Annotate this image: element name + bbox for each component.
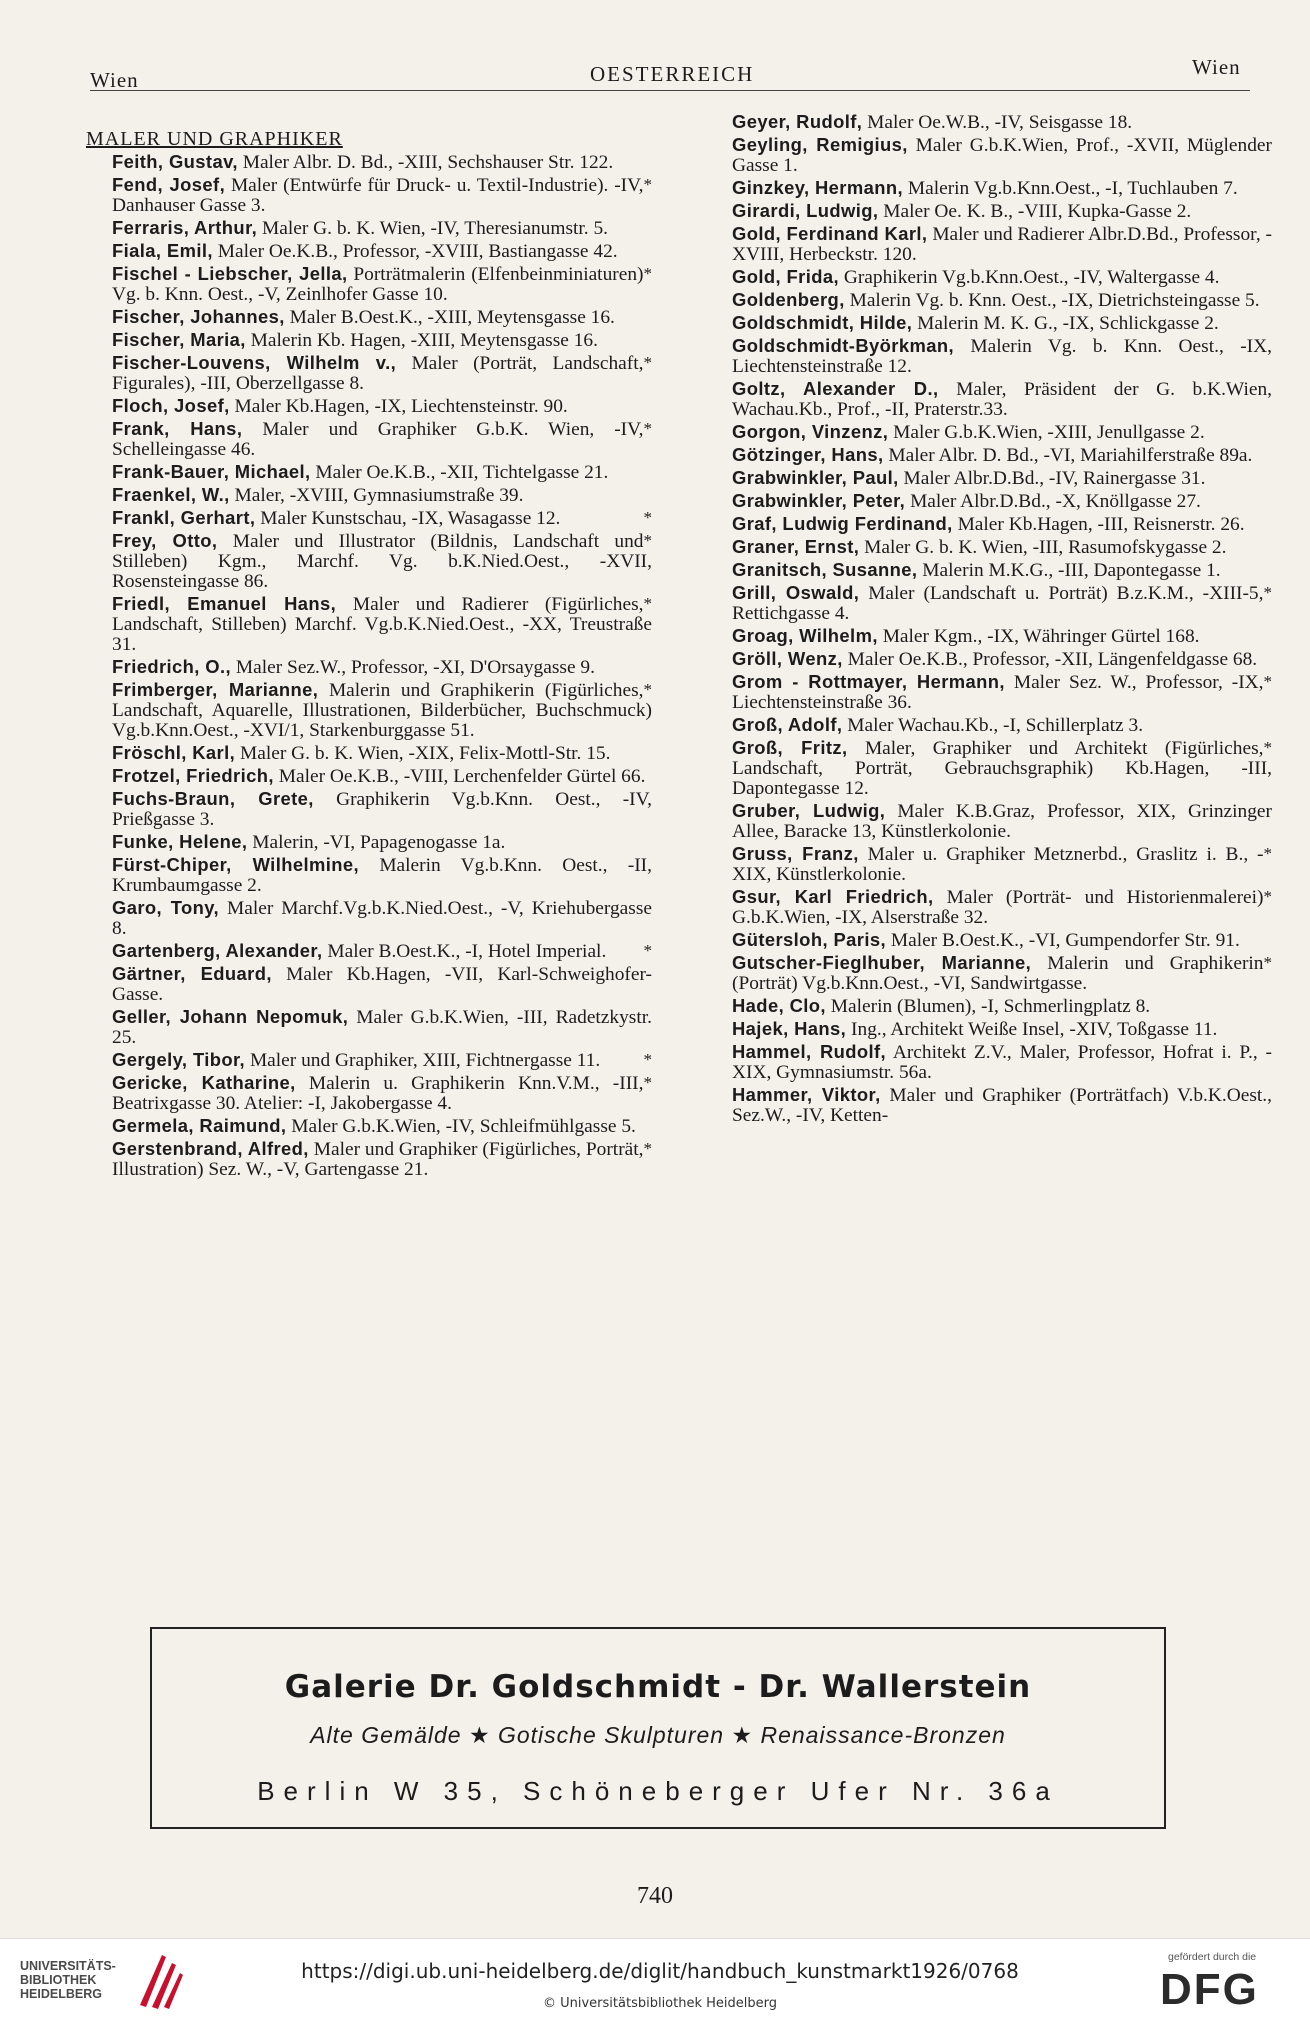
entry-name: Fraenkel, W., <box>112 484 230 505</box>
entry-name: Gergely, Tibor, <box>112 1049 246 1070</box>
entry-name: Hammel, Rudolf, <box>732 1041 887 1062</box>
entry-details: Malerin Vg. b. Knn. Oest., -IX, Liechtensteinstraße 12. <box>732 336 1272 377</box>
entry-name: Friedrich, O., <box>112 656 232 677</box>
directory-entry <box>112 941 652 962</box>
directory-entry <box>732 953 1272 994</box>
entry-details: Maler und Illustrator (Bildnis, Landschaft und Stilleben) Kgm., Marchf. Vg. b.K.Nied.Oest., -XVII, Rosensteingasse 86. <box>112 531 652 592</box>
entry-name: Grill, Oswald, <box>732 582 860 603</box>
entry-name: Fiala, Emil, <box>112 240 213 261</box>
entry-name: Feith, Gustav, <box>112 151 238 172</box>
dfg-caption: gefördert durch die <box>1168 1951 1257 1963</box>
directory-entry <box>112 330 652 351</box>
entry-name: Geyling, Remigius, <box>732 134 908 155</box>
entry-name: Goldschmidt-Byörkman, <box>732 335 954 356</box>
entry-details: Maler Oe.K.B., -VIII, Lerchenfelder Gürtel 66. <box>278 766 646 787</box>
entry-details: Malerin Vg.b.Knn. Oest., -II, Krumbaumgasse 2. <box>112 855 652 896</box>
entry-details: Maler Marchf.Vg.b.K.Nied.Oest., -V, Kriehubergasse 8. <box>112 898 652 939</box>
directory-entry <box>732 1019 1272 1040</box>
entry-details: Maler und Radierer Albr.D.Bd., Professor, -XVIII, Herbeckstr. 120. <box>732 224 1272 265</box>
directory-entry <box>732 445 1272 466</box>
entry-star: * <box>1263 672 1272 691</box>
section-title: MALER UND GRAPHIKER <box>86 128 343 150</box>
directory-entry <box>732 583 1272 624</box>
entry-details: Maler Albr.D.Bd., -X, Knöllgasse 27. <box>910 491 1201 512</box>
entry-details: Maler G. b. K. Wien, -XIX, Felix-Mottl-Str. 15. <box>240 743 611 764</box>
advertisement-box <box>150 1627 1166 1829</box>
directory-entry <box>732 1085 1272 1126</box>
entry-name: Götzinger, Hans, <box>732 444 884 465</box>
directory-entry <box>732 649 1272 670</box>
entry-star: * <box>643 1073 652 1092</box>
entry-name: Hammer, Viktor, <box>732 1084 881 1105</box>
entry-details: Malerin, -VI, Papagenogasse 1a. <box>252 832 506 853</box>
entry-name: Gerstenbrand, Alfred, <box>112 1138 309 1159</box>
entry-name: Frey, Otto, <box>112 530 218 551</box>
entry-star: * <box>643 353 652 372</box>
entry-details: Maler Albr. D. Bd., -XIII, Sechshauser Str. 122. <box>242 152 614 173</box>
entry-details: Maler (Entwürfe für Druck- u. Textil-Industrie). -IV, Danhauser Gasse 3. <box>112 175 644 216</box>
entry-name: Geller, Johann Nepomuk, <box>112 1006 349 1027</box>
directory-entry <box>732 290 1272 311</box>
directory-entry <box>112 1050 652 1071</box>
entry-name: Goldschmidt, Hilde, <box>732 312 913 333</box>
entry-details: Malerin und Graphikerin (Figürliches, Landschaft, Aquarelle, Illustrationen, Bilderbücher, Buchschmuck) Vg.b.Knn.Oest., -XVI/1, Starkenburggasse 51. <box>112 680 652 741</box>
directory-entry <box>732 267 1272 288</box>
ad-subtitle: Alte Gemälde ★ Gotische Skulpturen ★ Renaissance-Bronzen <box>310 1722 1006 1748</box>
entry-details: Maler K.B.Graz, Professor, XIX, Grinzinger Allee, Baracke 13, Künstlerkolonie. <box>732 801 1272 842</box>
entry-details: Maler G.b.K.Wien, -III, Radetzkystr. 25. <box>112 1007 652 1048</box>
directory-entry <box>112 964 652 1005</box>
entry-details: Maler Sez. W., Professor, -IX, Liechtensteinstraße 36. <box>732 672 1264 713</box>
directory-entry <box>112 594 652 655</box>
directory-entry <box>112 264 652 305</box>
entry-name: Grom - Rottmayer, Hermann, <box>732 671 1005 692</box>
entry-name: Granitsch, Susanne, <box>732 559 918 580</box>
entry-details: Maler Sez.W., Professor, -XI, D'Orsaygasse 9. <box>235 657 595 678</box>
directory-entry <box>732 491 1272 512</box>
entry-details: Malerin Vg.b.Knn.Oest., -I, Tuchlauben 7. <box>907 178 1238 199</box>
entry-name: Grabwinkler, Paul, <box>732 467 899 488</box>
entry-details: Maler Oe.K.B., Professor, -XVIII, Bastiangasse 42. <box>217 241 618 262</box>
entry-details: Maler und Graphiker G.b.K. Wien, -IV, Schelleingasse 46. <box>112 419 644 460</box>
entry-details: Maler G. b. K. Wien, -III, Rasumofskygasse 2. <box>864 537 1227 558</box>
directory-entry <box>732 996 1272 1017</box>
entry-name: Gericke, Katharine, <box>112 1072 296 1093</box>
directory-entry <box>732 626 1272 647</box>
entry-star: * <box>643 1050 652 1069</box>
right-column <box>732 112 1272 1128</box>
header-rule <box>90 90 1250 91</box>
directory-entry <box>112 353 652 394</box>
running-header-right: Wien <box>1192 55 1241 79</box>
entry-name: Gold, Ferdinand Karl, <box>732 223 928 244</box>
directory-entry <box>732 930 1272 951</box>
entry-name: Gartenberg, Alexander, <box>112 940 323 961</box>
directory-entry <box>732 715 1272 736</box>
directory-entry <box>112 396 652 417</box>
directory-entry <box>112 175 652 216</box>
directory-entry <box>112 218 652 239</box>
entry-name: Frimberger, Marianne, <box>112 679 319 700</box>
entry-name: Gruber, Ludwig, <box>732 800 886 821</box>
ad-address: Berlin W 35, Schöneberger Ufer Nr. 36a <box>257 1776 1059 1806</box>
entry-details: Malerin und Graphikerin (Porträt) Vg.b.Knn.Oest., -VI, Sandwirtgasse. <box>732 953 1264 994</box>
library-logo-text: UNIVERSITÄTS- BIBLIOTHEK HEIDELBERG <box>20 1959 116 2001</box>
entry-details: Maler (Landschaft u. Porträt) B.z.K.M., -XIII-5, Rettichgasse 4. <box>732 583 1264 624</box>
entry-details: Maler, Präsident der G. b.K.Wien, Wachau.Kb., Prof., -II, Praterstr.33. <box>732 379 1272 420</box>
entry-details: Maler und Graphiker (Figürliches, Porträt, Illustration) Sez. W., -V, Gartengasse 21. <box>112 1139 644 1180</box>
permalink-url[interactable]: https://digi.ub.uni-heidelberg.de/diglit/handbuch_kunstmarkt1926/0768 <box>301 1959 1019 1983</box>
entry-name: Fischer, Maria, <box>112 329 246 350</box>
entry-name: Frank-Bauer, Michael, <box>112 461 311 482</box>
entry-name: Friedl, Emanuel Hans, <box>112 593 337 614</box>
entry-details: Maler G.b.K.Wien, -XIII, Jenullgasse 2. <box>893 422 1205 443</box>
directory-entry <box>732 1042 1272 1083</box>
directory-entry <box>112 680 652 741</box>
entry-details: Porträtmalerin (Elfenbeinminiaturen) Vg. b. Knn. Oest., -V, Zeinlhofer Gasse 10. <box>112 264 644 305</box>
entry-name: Fischel - Liebscher, Jella, <box>112 263 348 284</box>
entry-name: Gärtner, Eduard, <box>112 963 272 984</box>
entry-star: * <box>643 508 652 527</box>
directory-entry <box>732 379 1272 420</box>
directory-entry <box>112 1007 652 1048</box>
entry-name: Gold, Frida, <box>732 266 839 287</box>
entry-name: Frank, Hans, <box>112 418 243 439</box>
entry-details: Maler u. Graphiker Metznerbd., Graslitz i. B., -XIX, Künstlerkolonie. <box>732 844 1264 885</box>
directory-entry <box>112 485 652 506</box>
directory-entry <box>732 514 1272 535</box>
entry-name: Gsur, Karl Friedrich, <box>732 886 934 907</box>
directory-entry <box>732 468 1272 489</box>
directory-entry <box>732 135 1272 176</box>
entry-name: Grabwinkler, Peter, <box>732 490 906 511</box>
entry-star: * <box>643 1139 652 1158</box>
entry-details: Maler Albr.D.Bd., -IV, Rainergasse 31. <box>903 468 1206 489</box>
entry-details: Maler Albr. D. Bd., -VI, Mariahilferstraße 89a. <box>888 445 1253 466</box>
entry-name: Funke, Helene, <box>112 831 248 852</box>
entry-details: Maler Kb.Hagen, -VII, Karl-Schweighofer-Gasse. <box>112 964 652 1005</box>
directory-entry <box>112 898 652 939</box>
entry-star: * <box>643 680 652 699</box>
entry-name: Ginzkey, Hermann, <box>732 177 904 198</box>
entry-star: * <box>643 594 652 613</box>
directory-entry <box>732 178 1272 199</box>
entry-details: Maler Kb.Hagen, -IX, Liechtensteinstr. 90. <box>234 396 568 417</box>
entry-name: Germela, Raimund, <box>112 1115 287 1136</box>
entry-details: Malerin M.K.G., -III, Dapontegasse 1. <box>922 560 1221 581</box>
directory-entry <box>732 801 1272 842</box>
directory-entry <box>112 152 652 173</box>
ad-title: Galerie Dr. Goldschmidt - Dr. Wallerstein <box>284 1669 1032 1705</box>
directory-entry <box>112 307 652 328</box>
page-number: 740 <box>637 1883 673 1909</box>
entry-name: Gorgon, Vinzenz, <box>732 421 889 442</box>
entry-details: Maler und Radierer (Figürliches, Landschaft, Stilleben) Marchf. Vg.b.K.Nied.Oest., -XX, Treustraße 31. <box>112 594 652 655</box>
directory-entry <box>112 531 652 592</box>
directory-entry <box>732 313 1272 334</box>
entry-star: * <box>643 175 652 194</box>
entry-details: Malerin u. Graphikerin Knn.V.M., -III, Beatrixgasse 30. Atelier: -I, Jakobergasse 4. <box>112 1073 644 1114</box>
entry-details: Maler (Porträt, Landschaft, Figurales), -III, Oberzellgasse 8. <box>112 353 644 394</box>
running-header-left: Wien <box>90 68 139 92</box>
entry-details: Maler und Graphiker (Porträtfach) V.b.K.Oest., Sez.W., -IV, Ketten- <box>732 1085 1272 1126</box>
entry-name: Goldenberg, <box>732 289 845 310</box>
entry-name: Fischer, Johannes, <box>112 306 285 327</box>
directory-entry <box>112 743 652 764</box>
entry-details: Maler Oe.W.B., -IV, Seisgasse 18. <box>867 112 1133 133</box>
directory-entry <box>732 672 1272 713</box>
directory-entry <box>732 224 1272 265</box>
entry-star: * <box>643 419 652 438</box>
entry-star: * <box>643 264 652 283</box>
entry-details: Graphikerin Vg.b.Knn.Oest., -IV, Waltergasse 4. <box>843 267 1220 288</box>
dfg-logo[interactable]: DFG <box>1160 1965 1259 2014</box>
directory-entry <box>112 419 652 460</box>
directory-entry <box>112 1116 652 1137</box>
entry-name: Fischer-Louvens, Wilhelm v., <box>112 352 397 373</box>
entry-name: Groß, Adolf, <box>732 714 843 735</box>
directory-entry <box>112 766 652 787</box>
entry-details: Maler G.b.K.Wien, -IV, Schleifmühlgasse 5. <box>291 1116 636 1137</box>
entry-name: Graner, Ernst, <box>732 536 860 557</box>
entry-star: * <box>643 531 652 550</box>
directory-entry <box>112 832 652 853</box>
directory-entry <box>732 560 1272 581</box>
entry-name: Geyer, Rudolf, <box>732 111 863 132</box>
directory-entry <box>112 855 652 896</box>
entry-name: Fürst-Chiper, Wilhelmine, <box>112 854 360 875</box>
entry-name: Gütersloh, Paris, <box>732 929 886 950</box>
entry-details: Maler B.Oest.K., -XIII, Meytensgasse 16. <box>289 307 615 328</box>
left-column <box>112 152 652 1182</box>
entry-details: Maler G.b.K.Wien, Prof., -XVII, Müglender Gasse 1. <box>732 135 1272 176</box>
entry-star: * <box>1263 738 1272 757</box>
viewer-footer <box>0 1938 1310 2029</box>
entry-details: Maler Oe. K. B., -VIII, Kupka-Gasse 2. <box>883 201 1192 222</box>
entry-details: Maler Kunstschau, -IX, Wasagasse 12. <box>260 508 561 529</box>
entry-name: Hade, Clo, <box>732 995 826 1016</box>
entry-name: Gruss, Franz, <box>732 843 859 864</box>
directory-entry <box>732 537 1272 558</box>
directory-entry <box>732 887 1272 928</box>
entry-details: Maler, -XVIII, Gymnasiumstraße 39. <box>234 485 524 506</box>
entry-name: Frankl, Gerhart, <box>112 507 256 528</box>
directory-entry <box>112 508 652 529</box>
entry-details: Architekt Z.V., Maler, Professor, Hofrat i. P., -XIX, Gymnasiumstr. 56a. <box>732 1042 1272 1083</box>
entry-details: Maler Wachau.Kb., -I, Schillerplatz 3. <box>847 715 1144 736</box>
entry-name: Fend, Josef, <box>112 174 226 195</box>
entry-name: Groß, Fritz, <box>732 737 848 758</box>
running-header-center: OESTERREICH <box>590 62 755 86</box>
entry-star: * <box>643 941 652 960</box>
entry-details: Maler, Graphiker und Architekt (Figürliches, Landschaft, Porträt, Gebrauchsgraphik) Kb.Hagen, -III, Dapontegasse 12. <box>732 738 1272 799</box>
directory-entry <box>112 789 652 830</box>
entry-star: * <box>1263 583 1272 602</box>
directory-entry <box>112 657 652 678</box>
entry-details: Graphikerin Vg.b.Knn. Oest., -IV, Prießgasse 3. <box>112 789 652 830</box>
directory-entry <box>732 738 1272 799</box>
directory-entry <box>732 112 1272 133</box>
entry-details: Maler Kb.Hagen, -III, Reisnerstr. 26. <box>957 514 1245 535</box>
entry-name: Ferraris, Arthur, <box>112 217 258 238</box>
entry-name: Hajek, Hans, <box>732 1018 847 1039</box>
directory-entry <box>732 422 1272 443</box>
entry-star: * <box>1263 887 1272 906</box>
entry-details: Maler Oe.K.B., Professor, -XII, Längenfeldgasse 68. <box>847 649 1258 670</box>
entry-details: Malerin M. K. G., -IX, Schlickgasse 2. <box>917 313 1219 334</box>
entry-name: Floch, Josef, <box>112 395 230 416</box>
entry-details: Maler (Porträt- und Historienmalerei) G.b.K.Wien, -IX, Alserstraße 32. <box>732 887 1264 928</box>
entry-name: Fuchs-Braun, Grete, <box>112 788 314 809</box>
entry-name: Girardi, Ludwig, <box>732 200 879 221</box>
directory-entry <box>112 1139 652 1180</box>
entry-details: Malerin (Blumen), -I, Schmerlingplatz 8. <box>830 996 1151 1017</box>
entry-name: Gutscher-Fieglhuber, Marianne, <box>732 952 1032 973</box>
entry-name: Fröschl, Karl, <box>112 742 236 763</box>
entry-details: Maler B.Oest.K., -I, Hotel Imperial. <box>327 941 607 962</box>
entry-star: * <box>1263 844 1272 863</box>
copyright-notice: © Universitätsbibliothek Heidelberg <box>542 1996 777 2011</box>
entry-name: Graf, Ludwig Ferdinand, <box>732 513 953 534</box>
entry-details: Maler und Graphiker, XIII, Fichtnergasse 11. <box>249 1050 601 1071</box>
entry-name: Gröll, Wenz, <box>732 648 843 669</box>
directory-entry <box>732 201 1272 222</box>
entry-name: Garo, Tony, <box>112 897 219 918</box>
entry-name: Frotzel, Friedrich, <box>112 765 274 786</box>
entry-details: Malerin Vg. b. Knn. Oest., -IX, Dietrichsteingasse 5. <box>849 290 1260 311</box>
directory-entry <box>732 336 1272 377</box>
directory-entry <box>112 1073 652 1114</box>
entry-details: Maler Kgm., -IX, Währinger Gürtel 168. <box>882 626 1200 647</box>
library-logo-icon <box>132 1949 186 2011</box>
directory-entry <box>112 462 652 483</box>
directory-entry <box>112 241 652 262</box>
entry-name: Goltz, Alexander D., <box>732 378 939 399</box>
entry-details: Malerin Kb. Hagen, -XIII, Meytensgasse 16. <box>250 330 598 351</box>
directory-entry <box>732 844 1272 885</box>
entry-details: Maler G. b. K. Wien, -IV, Theresianumstr. 5. <box>261 218 609 239</box>
entry-name: Groag, Wilhelm, <box>732 625 878 646</box>
entry-details: Maler Oe.K.B., -XII, Tichtelgasse 21. <box>315 462 609 483</box>
entry-star: * <box>1263 953 1272 972</box>
entry-details: Maler B.Oest.K., -VI, Gumpendorfer Str. 91. <box>890 930 1240 951</box>
entry-details: Ing., Architekt Weiße Insel, -XIV, Toßgasse 11. <box>851 1019 1218 1040</box>
